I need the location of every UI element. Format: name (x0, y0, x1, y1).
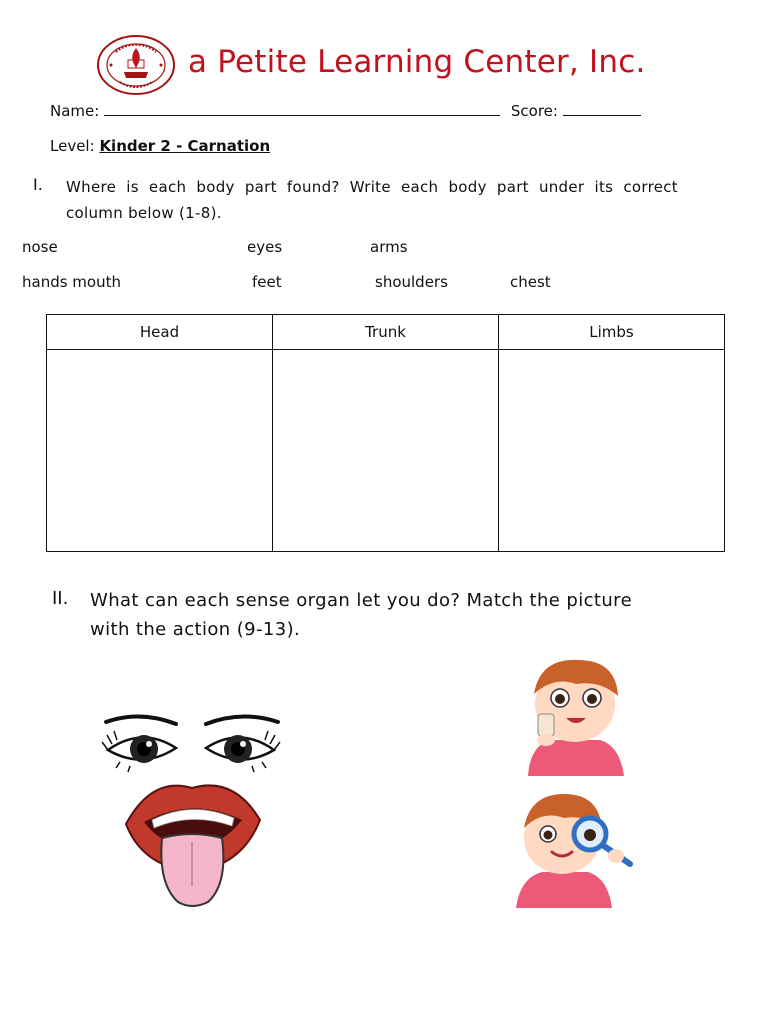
part2-instruction: What can each sense organ let you do? Match the picture with the action (9-13). (90, 590, 633, 640)
word-bank-item: arms (370, 238, 408, 256)
boy-eating-picture (520, 654, 630, 776)
school-logo (96, 34, 176, 96)
name-label: Name: (50, 102, 100, 120)
boy-magnifier-picture (512, 790, 640, 908)
word-bank-item: shoulders (375, 273, 448, 291)
table-header-row (47, 315, 725, 350)
level-value: Kinder 2 - Carnation (99, 137, 271, 155)
score-label: Score: (510, 102, 558, 120)
score-blank[interactable] (563, 101, 641, 116)
word-bank-item: nose (22, 238, 58, 256)
table-row (47, 350, 725, 552)
part1-instruction: Where is each body part found? Write each body part under its correct column below (1-8). (66, 178, 678, 222)
eyes-picture (100, 706, 282, 778)
column-header-head: Head (47, 315, 273, 350)
part2-number: II. (52, 588, 69, 609)
part1-number: I. (33, 175, 43, 194)
word-bank-item: hands mouth (22, 273, 121, 291)
level-row (50, 137, 270, 155)
body-parts-table (46, 314, 725, 552)
name-score-row (50, 101, 641, 120)
column-header-trunk: Trunk (273, 315, 499, 350)
column-header-limbs: Limbs (499, 315, 725, 350)
level-label: Level: (50, 137, 95, 155)
mouth-tongue-picture (122, 776, 264, 912)
school-name: a Petite Learning Center, Inc. (188, 44, 646, 80)
answer-cell-head[interactable] (47, 350, 273, 552)
word-bank-item: feet (252, 273, 282, 291)
word-bank-item: chest (510, 273, 551, 291)
name-blank[interactable] (104, 101, 500, 116)
answer-cell-limbs[interactable] (499, 350, 725, 552)
word-bank-item: eyes (247, 238, 283, 256)
answer-cell-trunk[interactable] (273, 350, 499, 552)
